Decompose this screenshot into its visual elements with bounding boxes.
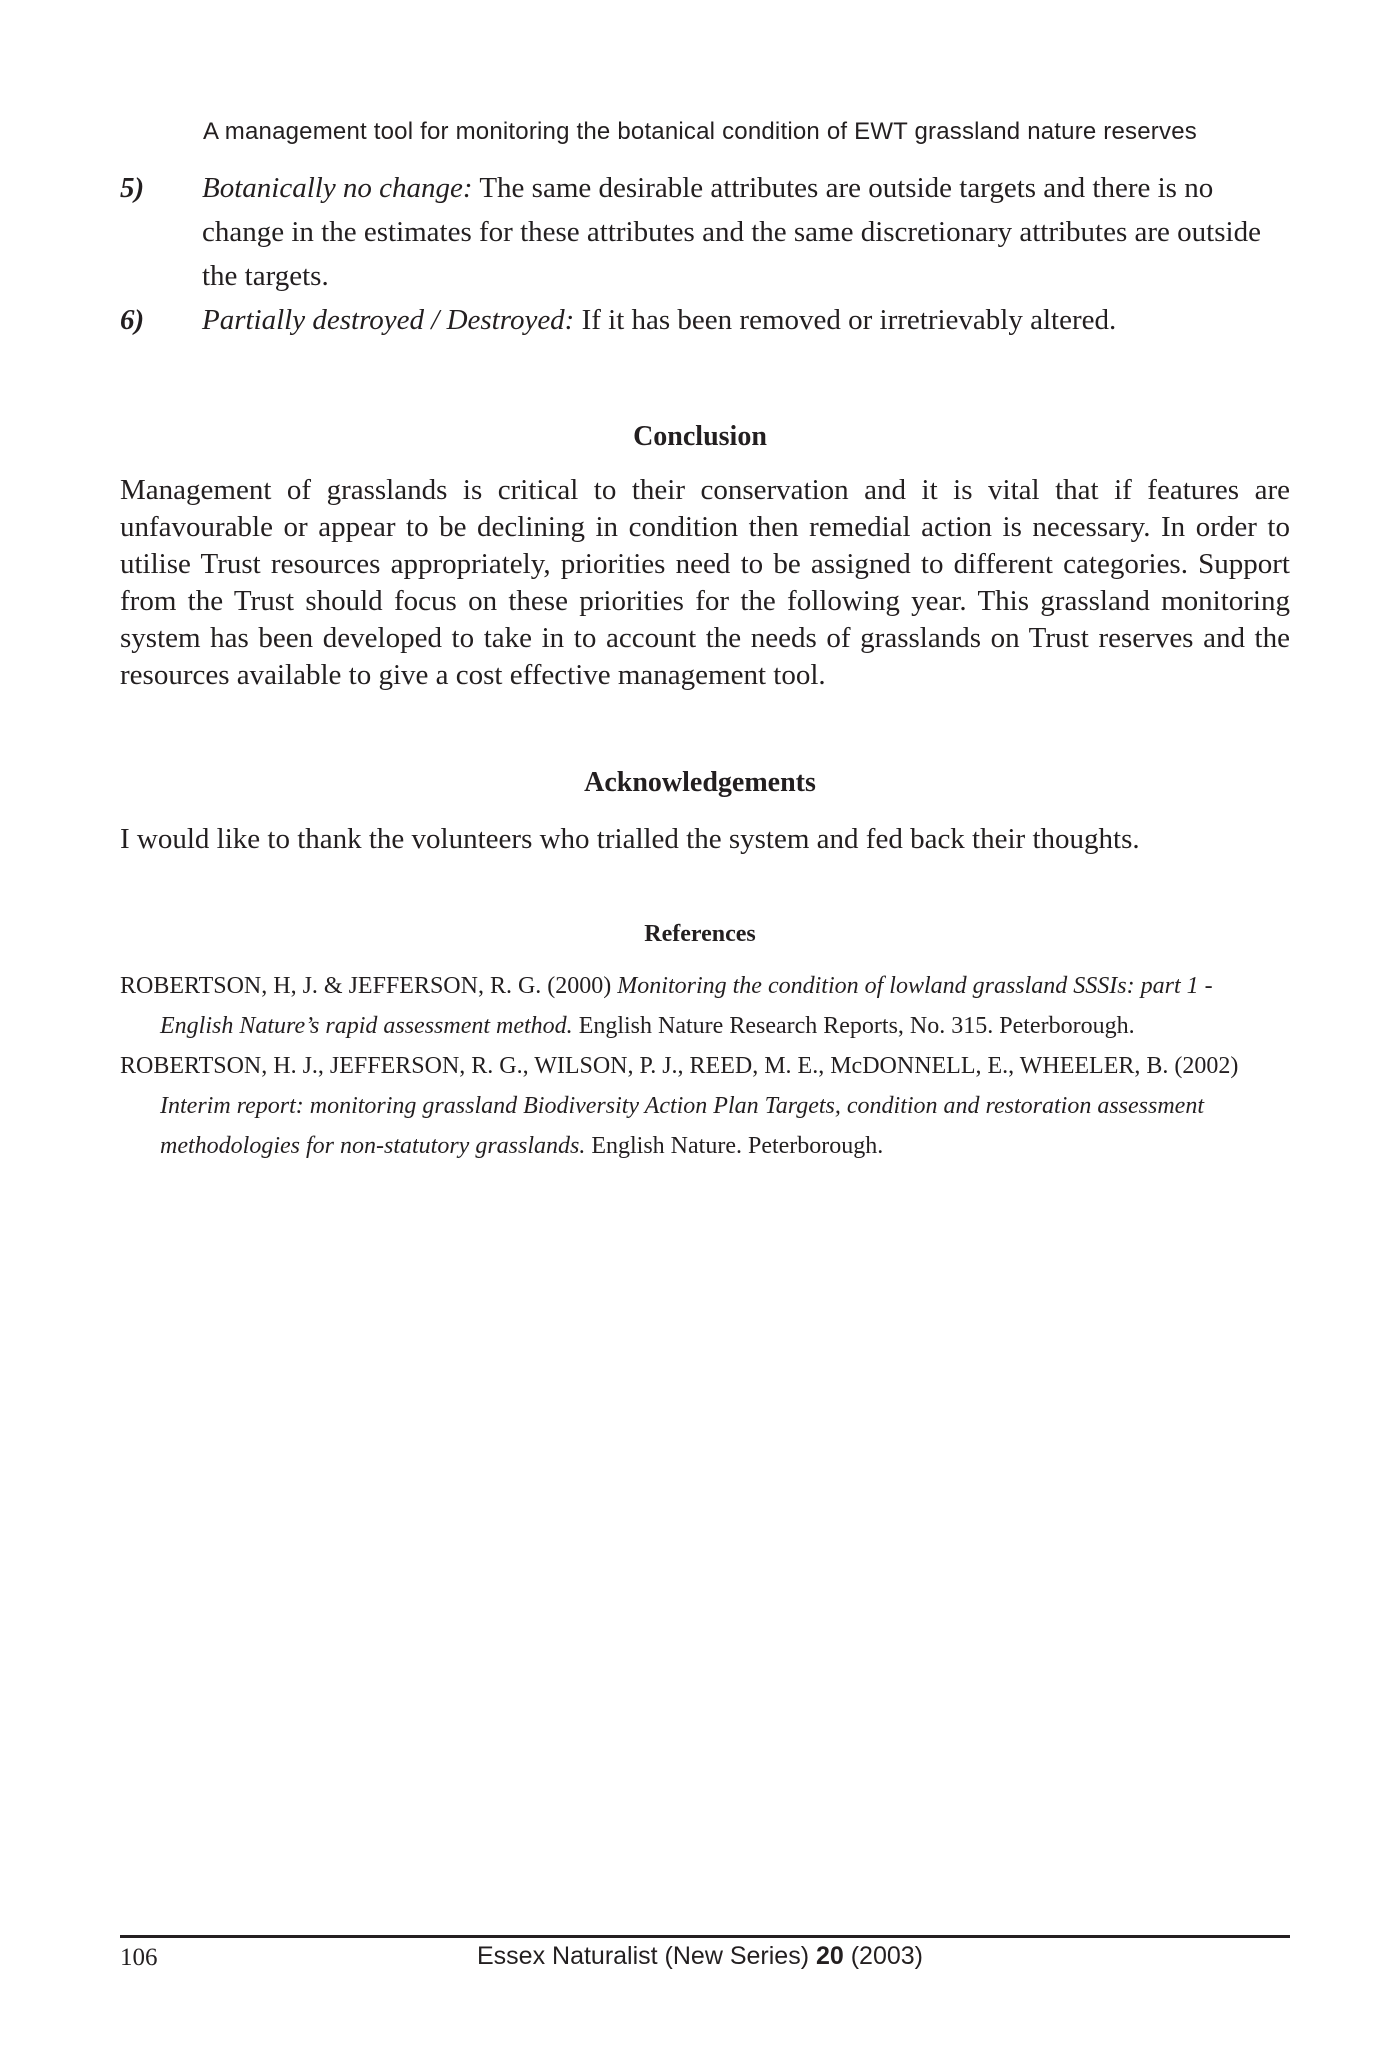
reference-authors: ROBERTSON, H, J. & JEFFERSON, R. G. (2000) — [120, 973, 612, 999]
references-heading: References — [644, 921, 756, 947]
list-item-number: 5) — [120, 172, 145, 204]
reference-title: Monitoring the condition of lowland grassland SSSIs: part 1 - English Nature’s rapid assessment method. — [160, 973, 1213, 1039]
journal-volume: 20 — [815, 1942, 844, 1970]
list-item-text: If it has been removed or irretrievably altered. — [581, 304, 1117, 336]
list-item-number: 6) — [120, 304, 145, 336]
reference-source: English Nature Research Reports, No. 315. Peterborough. — [578, 1013, 1135, 1039]
list-item — [120, 166, 1290, 298]
acknowledgements-heading: Acknowledgements — [584, 767, 816, 798]
reference-item — [120, 1046, 1270, 1166]
footer-rule — [120, 1935, 1290, 1938]
reference-list — [120, 966, 1270, 1166]
list-item-text: The same desirable attributes are outside targets and there is no change in the estimates for these attributes and the same discretionary attributes are outside the targets. — [202, 172, 1261, 292]
reference-source: English Nature. Peterborough. — [591, 1133, 884, 1159]
journal-citation — [0, 1942, 1400, 1971]
acknowledgements-paragraph: I would like to thank the volunteers who trialled the system and fed back their thoughts. — [120, 823, 1140, 855]
list-item — [120, 298, 1290, 342]
condition-category-list — [120, 166, 1290, 342]
running-head: A management tool for monitoring the botanical condition of EWT grassland nature reserves — [203, 118, 1197, 145]
page-number: 106 — [120, 1944, 158, 1971]
journal-year: (2003) — [850, 1942, 923, 1970]
journal-name: Essex Naturalist (New Series) — [476, 1942, 810, 1970]
reference-authors: ROBERTSON, H. J., JEFFERSON, R. G., WILSON, P. J., REED, M. E., McDONNELL, E., WHEELER, B. (2002) — [120, 1053, 1239, 1079]
conclusion-paragraph: Management of grasslands is critical to their conservation and it is vital that if features are unfavourable or appear to be declining in condition then remedial action is necessary. In order to utilise Trust resources appropriately, priorities need to be assigned to different categories. Support from the Trust should focus on these priorities for the following year. This grassland monitoring system has been developed to take in to account the needs of grasslands on Trust reserves and the resources available to give a cost effective management tool. — [120, 474, 1290, 691]
conclusion-heading: Conclusion — [633, 421, 767, 452]
reference-item — [120, 966, 1270, 1046]
reference-title: Interim report: monitoring grassland Biodiversity Action Plan Targets, condition and restoration assessment methodologies for non-statutory grasslands. — [160, 1093, 1204, 1159]
list-item-term: Partially destroyed / Destroyed: — [202, 304, 575, 336]
list-item-term: Botanically no change: — [202, 172, 473, 204]
